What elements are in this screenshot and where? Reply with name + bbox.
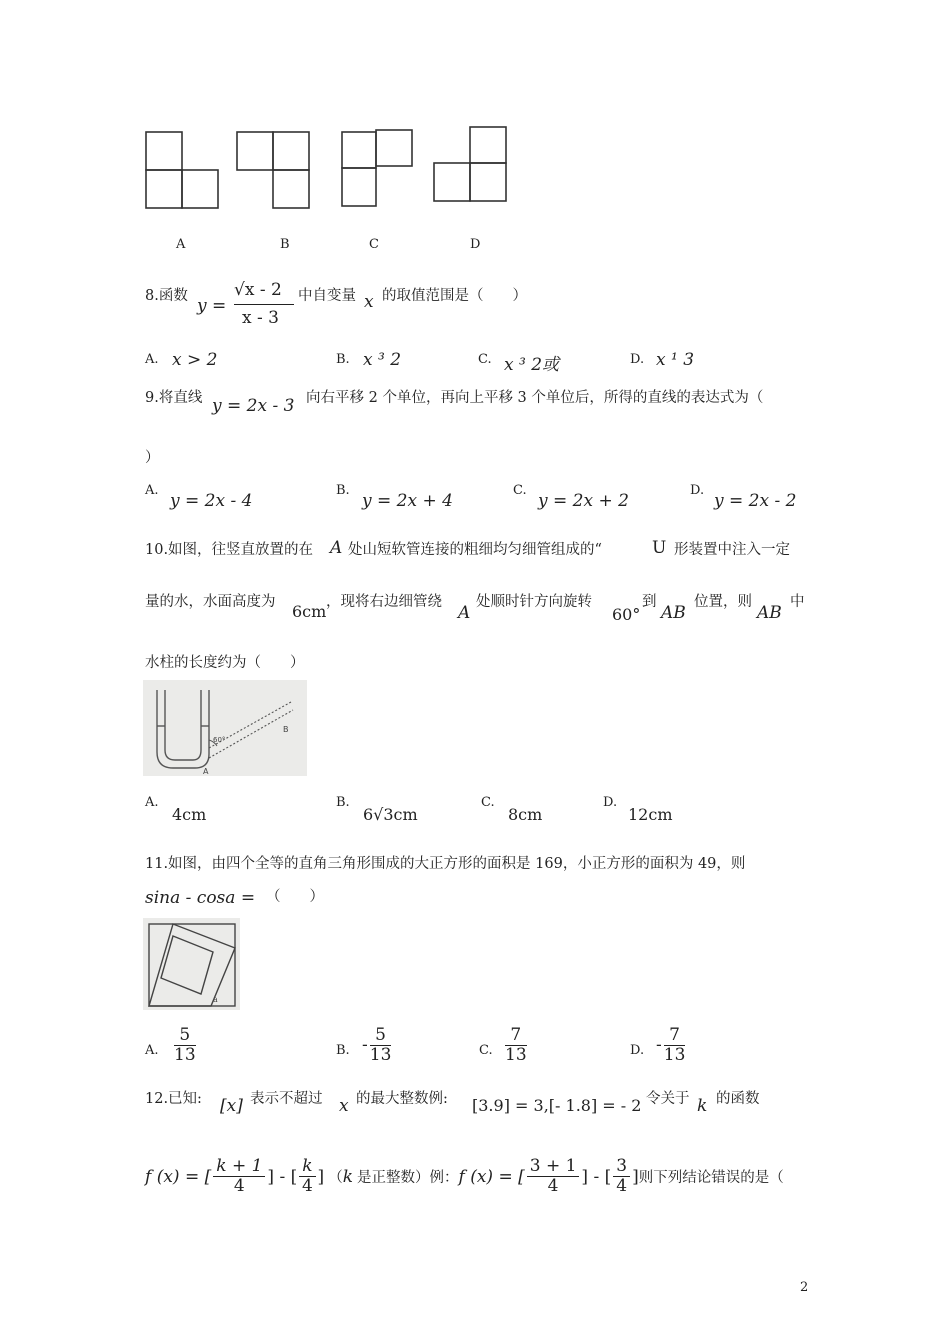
q10-line2-a: 量的水，水面高度为 — [145, 594, 276, 610]
q10-line2-b: ，现将右边细管绕 — [326, 594, 442, 610]
u-tube-figure — [143, 680, 307, 776]
q11-expression: sina - cosa = — [145, 888, 256, 908]
q9-stem-suffix: 向右平移 2 个单位，再向上平移 3 个单位后，所得的直线的表达式为（ — [306, 390, 764, 406]
q10-line1-A: A — [330, 538, 343, 558]
q8-option-d: x ¹ 3 — [656, 350, 695, 370]
q9-option-d: y = 2x - 2 — [714, 491, 797, 511]
page-number: 2 — [800, 1280, 809, 1295]
q11-option-c-label: C. — [479, 1043, 493, 1058]
figure-label-c: C — [369, 237, 379, 252]
q10-line1-b: 处山短软管连接的粗细均匀细管组成的“ — [348, 542, 602, 558]
q8-func-denominator: x - 3 — [242, 308, 279, 328]
q12-line1-e: 的函数 — [716, 1091, 760, 1107]
net-figure-d — [434, 127, 506, 201]
q12-line1-b: 表示不超过 — [250, 1091, 323, 1107]
q11-paren: （ ） — [266, 889, 324, 905]
q10-line2-AB1: AB — [661, 603, 686, 623]
q11-option-a-label: A. — [145, 1043, 159, 1058]
q9-option-c-label: C. — [513, 483, 527, 498]
q10-line1-c: 形装置中注入一定 — [674, 542, 790, 558]
q8-fraction-bar — [234, 304, 294, 305]
net-figure-c — [342, 130, 412, 206]
q10-option-b: 6√3cm — [363, 805, 418, 824]
q10-line2-AB2: AB — [757, 603, 782, 623]
q12-line1-var: x — [339, 1096, 349, 1116]
q10-line2-height: 6cm — [292, 602, 327, 621]
q9-line-expr: y = 2x - 3 — [212, 396, 295, 416]
q8-option-b: x ³ 2 — [363, 350, 402, 370]
q9-option-b-label: B. — [336, 483, 350, 498]
q9-option-b: y = 2x + 4 — [362, 491, 453, 511]
q9-option-a-label: A. — [145, 483, 159, 498]
q10-line2-A: A — [458, 603, 471, 623]
q9-stem-prefix: 9.将直线 — [145, 390, 203, 406]
q9-option-a: y = 2x - 4 — [170, 491, 253, 511]
net-figure-a — [146, 132, 218, 208]
square-figure — [143, 918, 240, 1010]
q10-option-d-label: D. — [603, 795, 618, 810]
q10-option-d: 12cm — [628, 805, 673, 824]
q10-line2-e: 位置，则 — [694, 594, 752, 610]
q11-option-b-label: B. — [336, 1043, 350, 1058]
q12-line1-c: 的最大整数例: — [356, 1091, 448, 1107]
net-figures — [140, 122, 520, 214]
u-tube-angle-label: 60° — [213, 736, 226, 744]
q9-option-c: y = 2x + 2 — [538, 491, 629, 511]
q12-line1-d: 令关于 — [646, 1091, 690, 1107]
q12-line1-a: 12.已知: — [145, 1091, 202, 1107]
q8-option-c-label: C. — [478, 352, 492, 367]
q10-line2-angle: 60° — [612, 605, 641, 624]
q12-line2: f (x) = [ $\frac{k + 1}{4}$ ] - [ $\frac{k}{4}$ ] （ k 是正整数）例： f (x) = [ $\frac{3 + 1}{4}$ ] - [ $\frac{3}{4}$ ] 则下列结论错误的是（ — [145, 1156, 784, 1196]
q8-var: x — [364, 292, 374, 312]
q10-option-a: 4cm — [172, 805, 207, 824]
q9-option-d-label: D. — [690, 483, 705, 498]
q10-line3: 水柱的长度约为（ ） — [145, 655, 305, 671]
q11-option-d: - $\frac{7}{13}$ — [656, 1025, 686, 1065]
q11-line1: 11.如图，由四个全等的直角三角形围成的大正方形的面积是 169，小正方形的面积为 49，则 — [145, 856, 746, 872]
q8-func-numerator: √x - 2 — [234, 280, 282, 300]
figure-label-b: B — [280, 237, 290, 252]
figure-label-a: A — [176, 237, 186, 252]
q8-option-b-label: B. — [336, 352, 350, 367]
u-tube-label-a: A — [203, 767, 209, 776]
q8-option-a: x > 2 — [172, 350, 218, 370]
figure-label-d: D — [470, 237, 481, 252]
q10-option-c-label: C. — [481, 795, 495, 810]
q9-close-paren: ） — [145, 450, 160, 466]
u-tube-label-b: B — [283, 725, 289, 734]
q8-option-c: x ³ 2或 — [504, 355, 560, 375]
q10-option-b-label: B. — [336, 795, 350, 810]
q8-option-a-label: A. — [145, 352, 159, 367]
q8-stem-prefix: 8.函数 — [145, 288, 188, 304]
q11-option-a: $\frac{5}{13}$ — [174, 1025, 196, 1065]
q12-line1-floor: [x] — [220, 1096, 243, 1116]
q10-line2-f: 中 — [790, 594, 805, 610]
q11-option-d-label: D. — [630, 1043, 645, 1058]
q12-line1-example: [3.9] = 3,[- 1.8] = - 2 — [472, 1096, 642, 1115]
q10-line1-a: 10.如图，往竖直放置的在 — [145, 542, 314, 558]
q10-line2-d: 到 — [642, 594, 657, 610]
q10-line1-U: U — [652, 538, 667, 558]
q10-option-a-label: A. — [145, 795, 159, 810]
net-figure-b — [237, 132, 309, 208]
q8-stem-suffix: 的取值范围是（ ） — [382, 288, 527, 304]
q8-option-d-label: D. — [630, 352, 645, 367]
q8-stem-mid: 中自变量 — [298, 288, 356, 304]
q10-option-c: 8cm — [508, 805, 543, 824]
q8-func-lhs: y = — [197, 296, 227, 316]
q12-line1-k: k — [697, 1096, 708, 1116]
q11-option-b: - $\frac{5}{13}$ — [362, 1025, 392, 1065]
square-figure-angle-label: a — [213, 995, 218, 1004]
q11-option-c: $\frac{7}{13}$ — [505, 1025, 527, 1065]
q10-line2-c: 处顺时针方向旋转 — [476, 594, 592, 610]
